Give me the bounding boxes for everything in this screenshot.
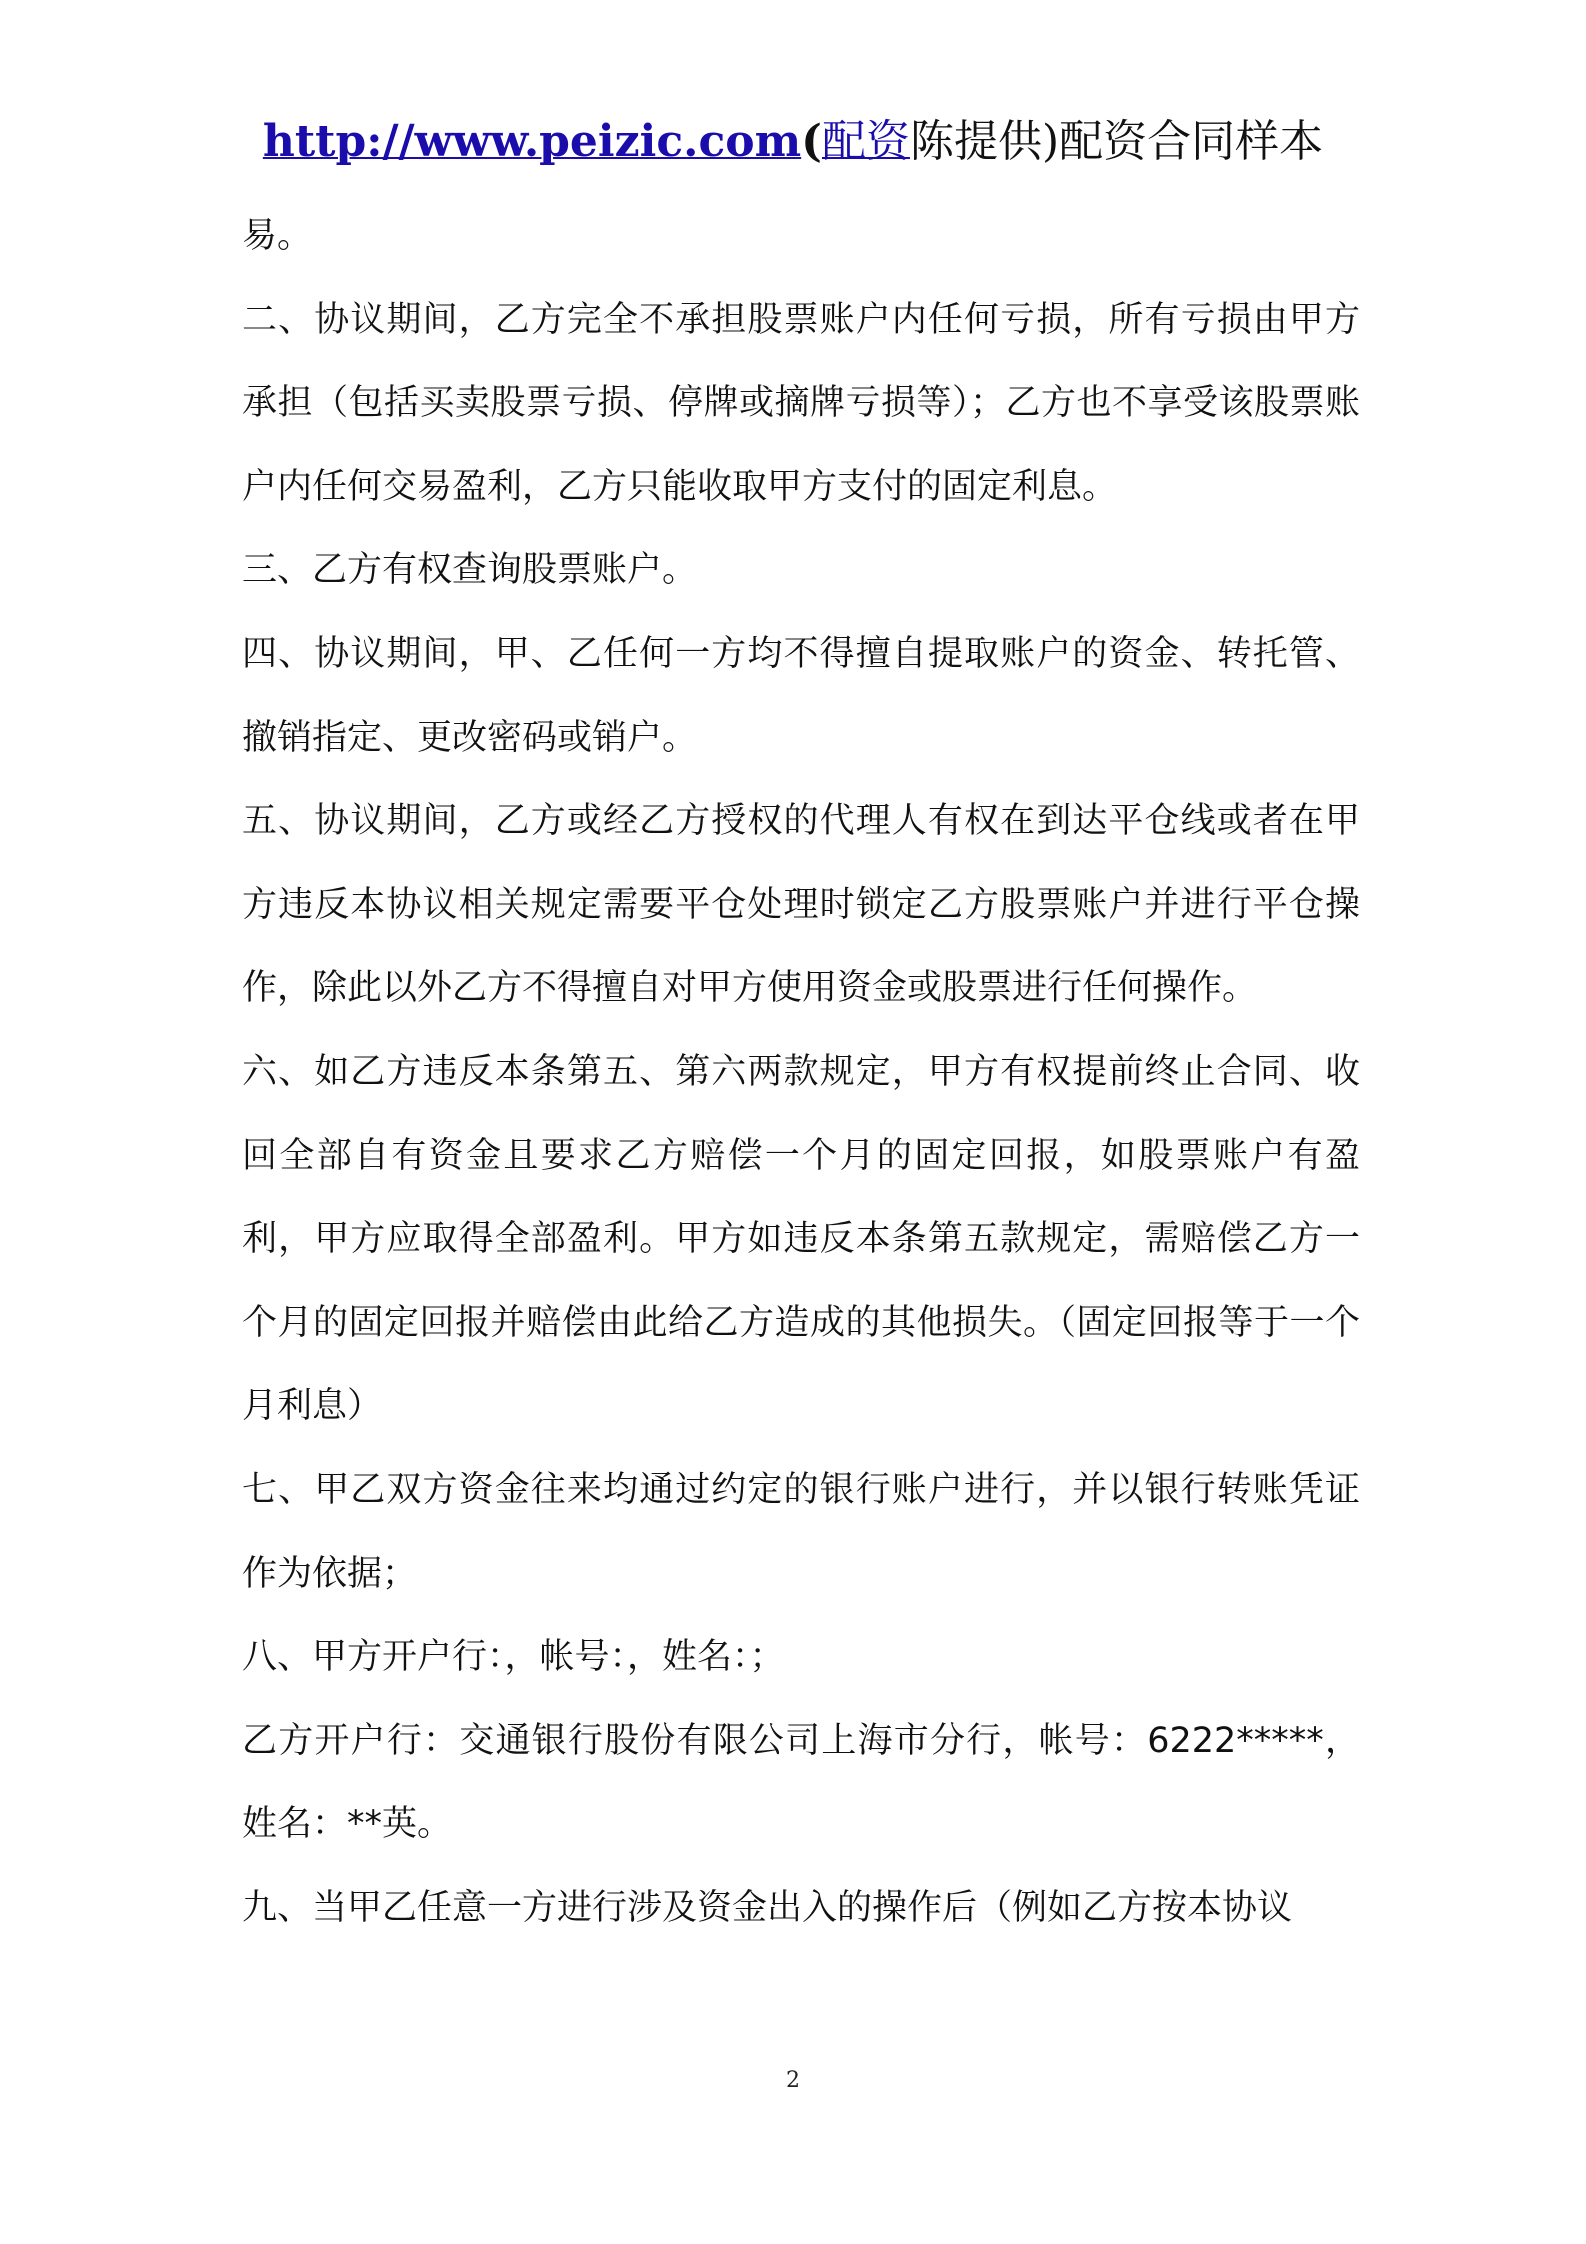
contract-body — [242, 195, 1360, 1950]
clause-7: 七、甲乙双方资金往来均通过约定的银行账户进行，并以银行转账凭证作为依据； — [242, 1469, 1360, 1594]
clause-2: 二、协议期间，乙方完全不承担股票账户内任何亏损，所有亏损由甲方承担（包括买卖股票亏损、停牌或摘牌亏损等）；乙方也不享受该股票账户内任何交易盈利，乙方只能收取甲方支付的固定利息。 — [242, 299, 1360, 507]
clause-8-party-a-bank: 八、甲方开户行：，帐号：，姓名：； — [242, 1637, 785, 1678]
header-title-text: 陈提供)配资合同样本 — [909, 116, 1324, 167]
header-peizi-link[interactable]: 配资 — [821, 116, 910, 167]
clause-9: 九、当甲乙任意一方进行涉及资金出入的操作后（例如乙方按本协议 — [242, 1887, 1293, 1928]
clause-6: 六、如乙方违反本条第五、第六两款规定，甲方有权提前终止合同、收回全部自有资金且要求乙方赔偿一个月的固定回报，如股票账户有盈利，甲方应取得全部盈利。甲方如违反本条第五款规定，需赔偿乙方一个月的固定回报并赔偿由此给乙方造成的其他损失。（固定回报等于一个月利息） — [242, 1051, 1360, 1427]
paragraph-continuation: 易。 — [242, 216, 313, 256]
header-open-paren: ( — [801, 116, 822, 167]
clause-3: 三、乙方有权查询股票账户。 — [242, 550, 698, 591]
clause-4: 四、协议期间，甲、乙任何一方均不得擅自提取账户的资金、转托管、撤销指定、更改密码或销户。 — [242, 633, 1360, 758]
clause-5: 五、协议期间，乙方或经乙方授权的代理人有权在到达平仓线或者在甲方违反本协议相关规定需要平仓处理时锁定乙方股票账户并进行平仓操作，除此以外乙方不得擅自对甲方使用资金或股票进行任何操作。 — [242, 801, 1360, 1009]
page-number: 2 — [786, 2068, 800, 2093]
header-url-link[interactable]: http://www.peizic.com — [262, 116, 802, 167]
clause-8-party-b-bank: 乙方开户行：交通银行股份有限公司上海市分行，帐号：6222*****，姓名：**英。 — [242, 1720, 1360, 1845]
page-header — [0, 112, 1586, 172]
